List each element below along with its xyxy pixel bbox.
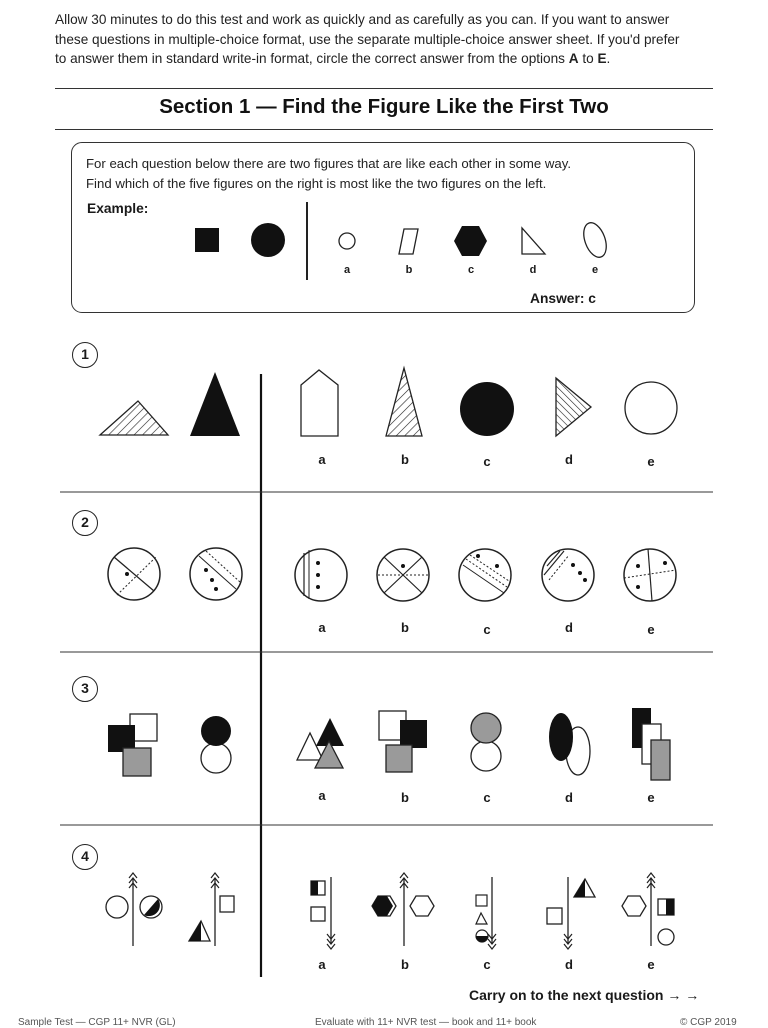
intro-period: . (606, 51, 611, 66)
carry-on-prompt: Carry on to the next question → → (469, 987, 700, 1003)
q3-option-d-label[interactable]: d (565, 790, 573, 805)
q3-option-b-label[interactable]: b (401, 790, 409, 805)
intro-line-1: Allow 30 minutes to do this test and work as quickly and as carefully as you can. If you want to answer (55, 12, 670, 27)
q1-hatched-triangle (100, 401, 168, 435)
question-number-2: 2 (72, 510, 98, 536)
question-4-figures (106, 873, 674, 949)
footer-middle: Evaluate with 11+ NVR test — book and 11+ book (315, 1017, 537, 1028)
intro-line-2: these questions in multiple-choice format, use the separate multiple-choice answer sheet. If you'd prefer (55, 31, 680, 47)
q4-option-b-label[interactable]: b (401, 957, 409, 972)
q1-black-triangle (190, 372, 240, 436)
q3-option-b-figure[interactable] (379, 711, 427, 772)
q1-option-e-label[interactable]: e (647, 454, 655, 469)
q4-option-e-figure[interactable] (622, 873, 674, 946)
q1-option-a-label[interactable]: a (318, 452, 326, 467)
q2-given-figure-2 (190, 548, 242, 600)
question-1-figures (100, 368, 677, 436)
example-answer: Answer: c (530, 291, 596, 306)
q4-option-c-label[interactable]: c (483, 957, 491, 972)
q4-option-b-figure[interactable] (372, 873, 434, 946)
q1-option-d-label[interactable]: d (565, 452, 573, 467)
q4-option-a-label[interactable]: a (318, 957, 326, 972)
q2-given-figure-1 (108, 548, 160, 600)
q4-option-c-figure[interactable] (476, 877, 496, 949)
example-figures (195, 202, 611, 280)
example-option-e-figure[interactable] (579, 220, 610, 261)
q3-option-c-label[interactable]: c (483, 790, 491, 805)
q3-option-e-label[interactable]: e (647, 790, 655, 805)
example-option-c-figure[interactable] (454, 226, 487, 256)
example-black-square (195, 228, 219, 252)
q4-option-d-figure[interactable] (547, 877, 595, 949)
example-option-a-figure[interactable] (339, 233, 355, 249)
instructions-line-1: For each question below there are two figures that are like each other in some way. (86, 156, 572, 171)
question-2-figures (108, 548, 676, 601)
q2-option-c-label[interactable]: c (483, 622, 491, 637)
q2-option-c-figure[interactable] (459, 549, 511, 601)
example-option-e-label[interactable]: e (591, 264, 599, 276)
question-3-figures (108, 708, 670, 780)
q1-option-b-label[interactable]: b (401, 452, 409, 467)
example-option-d-label[interactable]: d (529, 264, 537, 276)
q2-option-a-label[interactable]: a (318, 620, 326, 635)
q1-option-c-figure[interactable] (460, 382, 514, 436)
q2-option-a-figure[interactable] (295, 549, 347, 601)
q2-option-e-label[interactable]: e (647, 622, 655, 637)
q2-option-b-label[interactable]: b (401, 620, 409, 635)
q1-option-e-figure[interactable] (625, 382, 677, 434)
question-number-4: 4 (72, 844, 98, 870)
q2-option-d-label[interactable]: d (565, 620, 573, 635)
q3-option-e-figure[interactable] (632, 708, 670, 780)
q2-option-d-figure[interactable] (542, 549, 594, 601)
q4-option-d-label[interactable]: d (565, 957, 573, 972)
q3-option-d-figure[interactable] (549, 713, 590, 775)
q4-given-figure-2 (189, 873, 234, 946)
footer-left: Sample Test — CGP 11+ NVR (GL) (18, 1017, 176, 1028)
instructions-line-2: Find which of the five figures on the right is most like the two figures on the left. (86, 176, 547, 191)
question-number-1: 1 (72, 342, 98, 368)
option-letter-a: A (568, 51, 579, 66)
section-title: Section 1 — Find the Figure Like the First Two (159, 95, 609, 118)
example-option-b-label[interactable]: b (405, 264, 413, 276)
q4-given-figure-1 (106, 873, 162, 946)
q3-option-c-figure[interactable] (471, 713, 501, 771)
intro-line-3-text: to answer them in standard write-in format, circle the correct answer from the options (55, 51, 569, 66)
q1-option-a-figure[interactable] (301, 370, 338, 436)
q1-option-b-figure[interactable] (386, 368, 422, 436)
question-number-3: 3 (72, 676, 98, 702)
q1-option-d-figure[interactable] (556, 378, 591, 436)
footer-right: © CGP 2019 (680, 1017, 737, 1028)
example-option-c-label[interactable]: c (467, 264, 475, 276)
q3-given-figure-2 (201, 716, 231, 773)
example-label: Example: (87, 201, 149, 216)
example-option-b-figure[interactable] (399, 229, 418, 254)
option-letter-e: E (597, 51, 607, 66)
example-black-circle (251, 223, 285, 257)
q1-option-c-label[interactable]: c (483, 454, 491, 469)
q3-option-a-label[interactable]: a (318, 788, 326, 803)
intro-to-word: to (578, 51, 598, 66)
q2-option-e-figure[interactable] (624, 549, 676, 601)
q3-given-figure-1 (108, 714, 157, 776)
q3-option-a-figure[interactable] (297, 718, 344, 768)
q2-option-b-figure[interactable] (377, 549, 429, 601)
example-option-d-figure[interactable] (522, 228, 545, 254)
example-option-a-label[interactable]: a (343, 264, 351, 276)
q4-option-a-figure[interactable] (311, 877, 335, 949)
q4-option-e-label[interactable]: e (647, 957, 655, 972)
